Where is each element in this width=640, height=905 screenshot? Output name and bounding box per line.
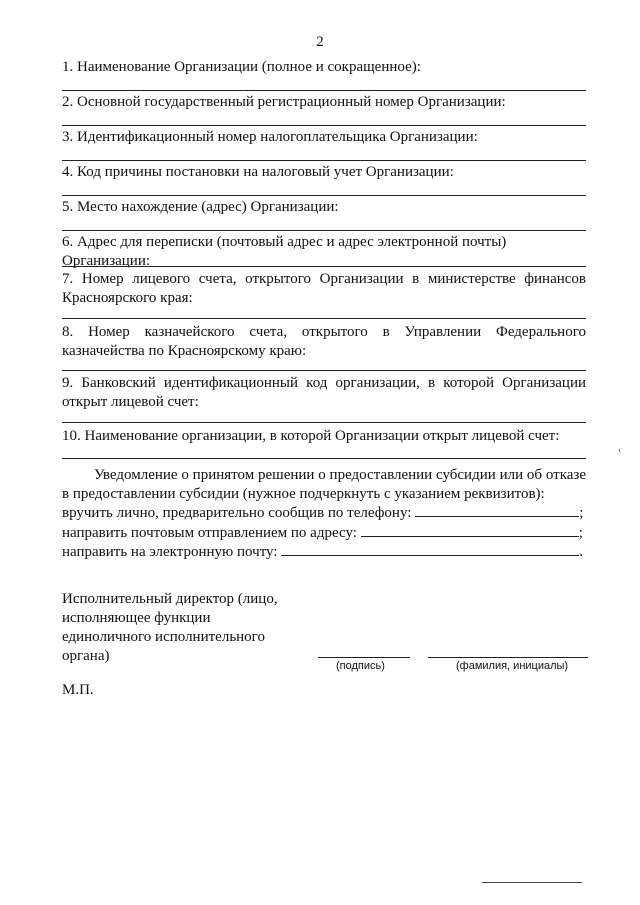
signer-title: Исполнительный директор (лицо, исполняющее функции единоличного исполнительного органа) bbox=[62, 591, 278, 664]
field-mailing-address-label: 6. Адрес для переписки (почтовый адрес и адрес электронной почты) Организации: bbox=[62, 234, 507, 269]
option-phone-label: вручить лично, предварительно сообщив по телефону: bbox=[62, 505, 412, 521]
field-bik-label: 9. Банковский идентификационный код организации, в которой Организации открыт лицевой счет: bbox=[62, 375, 586, 410]
margin-mark: ‹ bbox=[618, 445, 622, 456]
field-treasury-account-label: 8. Номер казначейского счета, открытого в Управлении Федерального казначейства по Красноярскому краю: bbox=[62, 324, 586, 359]
field-inn-label: 3. Идентификационный номер налогоплательщика Организации: bbox=[62, 129, 478, 145]
notification-section bbox=[62, 466, 586, 562]
address-blank[interactable] bbox=[361, 523, 579, 537]
name-caption: (фамилия, инициалы) bbox=[456, 660, 569, 672]
field-bank-name-label: 10. Наименование организации, в которой Организации открыт лицевой счет: bbox=[62, 428, 560, 444]
notification-option-phone bbox=[62, 503, 586, 523]
email-blank[interactable] bbox=[281, 542, 579, 556]
seal-place-label: М.П. bbox=[62, 682, 94, 698]
field-kpp-label: 4. Код причины постановки на налоговый учет Организации: bbox=[62, 164, 454, 180]
field-treasury-account-line bbox=[62, 370, 586, 371]
field-location-line bbox=[62, 230, 586, 231]
page-number: 2 bbox=[316, 34, 324, 50]
field-ogrn-label: 2. Основной государственный регистрационный номер Организации: bbox=[62, 94, 506, 110]
post-semicolon: ; bbox=[578, 524, 583, 541]
signature-line bbox=[318, 657, 410, 658]
phone-blank[interactable] bbox=[415, 503, 579, 517]
field-organization-name-label: 1. Наименование Организации (полное и сокращенное): bbox=[62, 59, 421, 75]
notification-option-post bbox=[62, 523, 586, 543]
bottom-rule bbox=[482, 882, 582, 883]
name-line bbox=[428, 657, 588, 658]
field-mailing-address-line bbox=[62, 266, 586, 267]
phone-semicolon: ; bbox=[579, 505, 584, 521]
email-period: . bbox=[579, 544, 584, 560]
field-bank-name-line bbox=[62, 458, 586, 459]
field-bik-line bbox=[62, 422, 586, 423]
field-personal-account-label: 7. Номер лицевого счета, открытого Организации в министерстве финансов Красноярского края: bbox=[62, 271, 586, 306]
field-organization-name-line bbox=[62, 90, 586, 91]
signature-caption: (подпись) bbox=[336, 660, 385, 672]
notification-option-email bbox=[62, 542, 586, 562]
option-post-label: направить почтовым отправлением по адресу: bbox=[62, 524, 357, 541]
notification-intro: Уведомление о принятом решении о предоставлении субсидии или об отказе в предоставлении субсидии (нужное подчеркнуть с указанием реквизитов): bbox=[62, 467, 586, 502]
field-kpp-line bbox=[62, 195, 586, 196]
field-inn-line bbox=[62, 160, 586, 161]
field-ogrn-line bbox=[62, 125, 586, 126]
field-personal-account-line bbox=[62, 318, 586, 319]
field-location-label: 5. Место нахождение (адрес) Организации: bbox=[62, 199, 339, 215]
option-email-label: направить на электронную почту: bbox=[62, 544, 278, 560]
